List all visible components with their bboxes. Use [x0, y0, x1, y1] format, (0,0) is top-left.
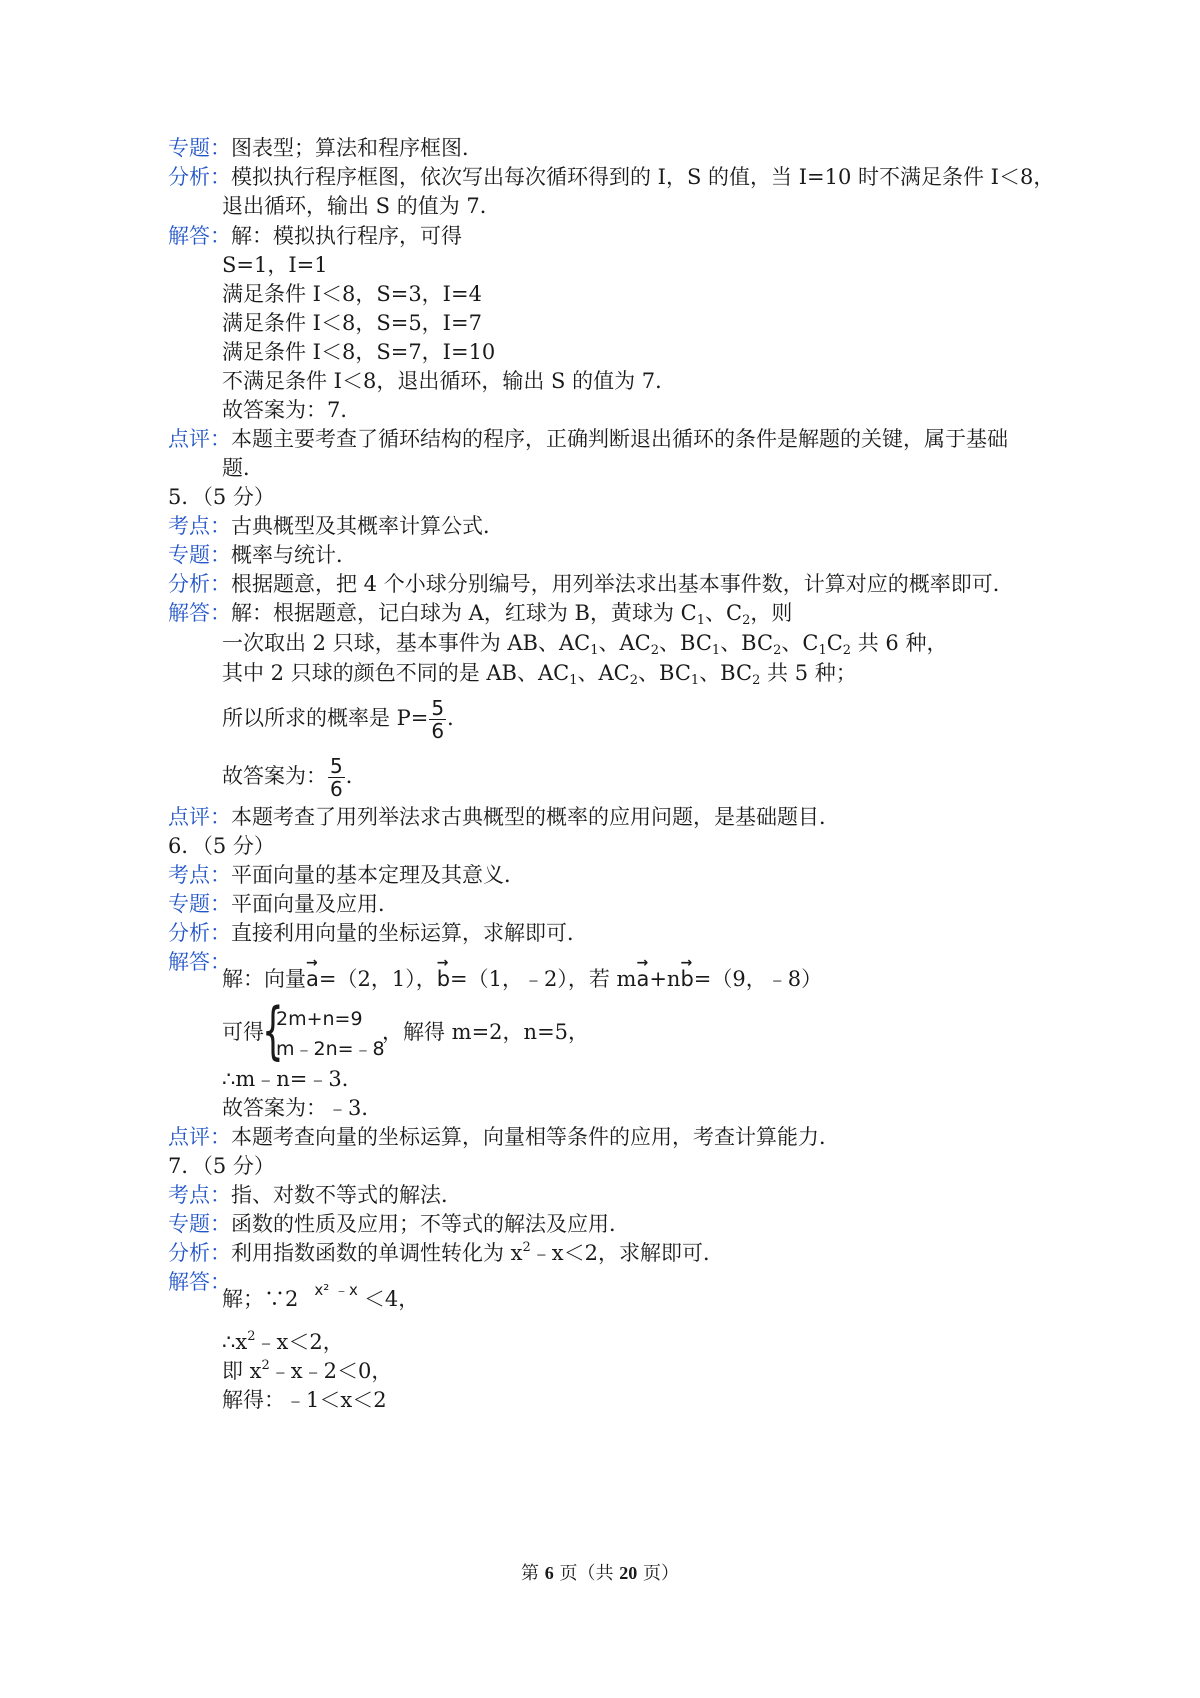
label-zhuanti: 专题： [168, 1212, 231, 1236]
superscript: 2 [261, 1358, 270, 1373]
p6-dianping-text: 本题考查向量的坐标运算，向量相等条件的应用，考查计算能力． [231, 1125, 840, 1149]
p7-fenxi-line [168, 1238, 724, 1268]
p4-answer-line: 故答案为：7． [222, 398, 362, 422]
p5-events-line [222, 628, 947, 658]
label-jieda: 解答： [168, 224, 231, 248]
p7-kaodian-line [168, 1180, 462, 1210]
superscript: 2 [247, 1329, 256, 1344]
p6-system-eq1: 2m+n=9 [276, 1008, 363, 1030]
p6-system-result: ，解得 m=2，n=5， [382, 1020, 590, 1044]
subscript: 2 [773, 643, 782, 658]
p6-kaodian-line [168, 860, 525, 890]
subscript: 1 [711, 643, 721, 658]
p5-jieda-text: ，则 [750, 601, 793, 625]
p5-jieda-text: 、C [704, 601, 743, 625]
footer-text: 页（共 [553, 1563, 620, 1584]
page-footer [0, 1559, 1200, 1585]
subscript: 1 [690, 673, 700, 688]
label-jieda: 解答： [168, 1270, 231, 1294]
subscript: 1 [696, 613, 705, 628]
label-fenxi: 分析： [168, 572, 231, 596]
page-total: 20 [619, 1563, 638, 1583]
p4-step-line: 满足条件 I＜8，S=3，I=4 [222, 282, 482, 306]
p4-step-line: S=1，I=1 [222, 253, 328, 277]
p5-prob-line [222, 697, 468, 742]
p7-kaodian-text: 指、对数不等式的解法． [231, 1183, 462, 1207]
label-fenxi: 分析： [168, 165, 231, 189]
subscript: 2 [842, 643, 852, 658]
p5-kaodian-line [168, 511, 504, 541]
p5-dianping-line [168, 802, 840, 832]
p5-answer-line [222, 755, 367, 800]
label-zhuanti: 专题： [168, 543, 231, 567]
p6-text: =（2，1）， [318, 967, 437, 991]
p4-step-line: 满足条件 I＜8，S=7，I=10 [222, 340, 496, 364]
label-zhuanti: 专题： [168, 136, 231, 160]
p5-text: C [826, 631, 843, 655]
label-zhuanti: 专题： [168, 892, 231, 916]
p7-zhuanti-text: 函数的性质及应用；不等式的解法及应用． [231, 1212, 630, 1236]
p4-dianping-line-2: 题． [222, 456, 264, 480]
p4-fenxi-line-2: 退出循环，输出 S 的值为 7． [222, 194, 501, 218]
p6-conclusion-line: ∴m﹣n=﹣3． [222, 1067, 363, 1091]
label-kaodian: 考点： [168, 1183, 231, 1207]
p6-system-eq2: m﹣2n=﹣8 [276, 1038, 385, 1060]
fraction-numerator: 5 [431, 696, 445, 720]
p5-text: 、AC [577, 661, 630, 685]
p7-text: 解；∵2 [222, 1287, 299, 1311]
subscript: 1 [818, 643, 827, 658]
page-number: 6 [544, 1563, 554, 1583]
p7-text: ∴x [222, 1330, 248, 1354]
p4-jieda-text: 解：模拟执行程序，可得 [231, 224, 462, 248]
p5-text: 一次取出 2 只球，基本事件为 AB、AC [222, 631, 591, 655]
p6-heading: 6．（5 分） [168, 834, 275, 858]
p5-fenxi-text: 根据题意，把 4 个小球分别编号，用列举法求出基本事件数，计算对应的概率即可． [231, 572, 1014, 596]
p6-text: 解：向量 [222, 967, 306, 991]
p5-text: 、BC [720, 631, 774, 655]
p6-system-prefix: 可得 [222, 1020, 264, 1044]
p5-text: 共 6 种， [851, 631, 948, 655]
p5-text: 共 5 种； [760, 661, 857, 685]
fraction [429, 697, 446, 742]
label-dianping: 点评： [168, 805, 231, 829]
label-fenxi: 分析： [168, 921, 231, 945]
label-kaodian: 考点： [168, 514, 231, 538]
subscript: 1 [569, 673, 578, 688]
p5-jieda-text: 解：根据题意，记白球为 A，红球为 B，黄球为 C [231, 601, 697, 625]
p6-text: =（9，﹣8） [693, 967, 823, 991]
superscript: 2 [522, 1240, 531, 1255]
vector-a: → a [636, 964, 649, 994]
label-dianping: 点评： [168, 1125, 231, 1149]
exponent: x² ﹣x [314, 1281, 358, 1299]
p7-heading: 7．（5 分） [168, 1154, 275, 1178]
p5-text: ． [447, 706, 469, 730]
p4-zhuanti-text: 图表型；算法和程序框图． [231, 136, 483, 160]
p5-zhuanti-text: 概率与统计． [231, 543, 357, 567]
p5-text: 、BC [699, 661, 753, 685]
footer-text: 页） [637, 1563, 679, 1584]
p6-fenxi-line [168, 918, 588, 948]
p6-vector-line [222, 964, 822, 994]
subscript: 2 [752, 673, 761, 688]
p4-jieda-line [168, 221, 462, 251]
label-fenxi: 分析： [168, 1241, 231, 1265]
p7-step-line [222, 1327, 344, 1357]
p6-kaodian-text: 平面向量的基本定理及其意义． [231, 863, 525, 887]
vector-a: → a [306, 964, 319, 994]
brace-icon: { [262, 994, 284, 1067]
fraction-denominator: 6 [431, 719, 445, 743]
p5-text: 所以所求的概率是 P= [222, 706, 429, 730]
p4-step-line: 满足条件 I＜8，S=5，I=7 [222, 311, 482, 335]
subscript: 2 [650, 643, 660, 658]
p7-result-line: 解得：﹣1＜x＜2 [222, 1388, 387, 1412]
p7-ineq-line [222, 1281, 420, 1316]
p5-text: 、C [781, 631, 819, 655]
vector-b: → b [680, 964, 693, 994]
p7-fenxi-text: 利用指数函数的单调性转化为 x [231, 1241, 523, 1265]
p6-text: =（1，﹣2），若 m [450, 967, 637, 991]
p7-text: 即 x [222, 1359, 262, 1383]
p4-fenxi-line [168, 162, 1054, 192]
p4-zhuanti-line [168, 133, 483, 163]
p7-fenxi-text: ﹣x＜2，求解即可． [530, 1241, 725, 1265]
p5-text: 、BC [659, 631, 712, 655]
p5-diff-line [222, 658, 857, 688]
p7-text: ﹣x＜2， [255, 1330, 344, 1354]
p5-zhuanti-line [168, 540, 357, 570]
vector-b: → b [437, 964, 450, 994]
p4-dianping-text-1: 本题主要考查了循环结构的程序，正确判断退出循环的条件是解题的关键，属于基础 [231, 427, 1008, 451]
subscript: 1 [590, 643, 599, 658]
fraction-numerator: 5 [330, 754, 343, 778]
p6-text: +n [649, 967, 681, 991]
p5-text: 故答案为： [222, 764, 327, 788]
p5-heading: 5．（5 分） [168, 485, 275, 509]
p6-zhuanti-text: 平面向量及应用． [231, 892, 399, 916]
p4-step-line: 不满足条件 I＜8，退出循环，输出 S 的值为 7． [222, 369, 677, 393]
label-jieda: 解答： [168, 601, 231, 625]
p6-answer-line: 故答案为：﹣3． [222, 1096, 383, 1120]
p5-fenxi-line [168, 569, 1014, 599]
label-jieda: 解答： [168, 950, 231, 974]
p7-zhuanti-line [168, 1209, 630, 1239]
p6-zhuanti-line [168, 889, 399, 919]
p5-text: ． [345, 764, 367, 788]
p4-fenxi-text-1: 模拟执行程序框图，依次写出每次循环得到的 I，S 的值，当 I=10 时不满足条件 I＜8， [231, 165, 1055, 189]
p5-kaodian-text: 古典概型及其概率计算公式． [231, 514, 504, 538]
p6-dianping-line [168, 1122, 840, 1152]
subscript: 2 [742, 613, 751, 628]
p5-text: 其中 2 只球的颜色不同的是 AB、AC [222, 661, 570, 685]
label-dianping: 点评： [168, 427, 231, 451]
p5-text: 、AC [598, 631, 651, 655]
p7-text: ﹣x﹣2＜0， [269, 1359, 393, 1383]
p7-step-line [222, 1356, 392, 1386]
p6-fenxi-text: 直接利用向量的坐标运算，求解即可． [231, 921, 588, 945]
p5-dianping-text: 本题考查了用列举法求古典概型的概率的应用问题，是基础题目． [231, 805, 840, 829]
label-kaodian: 考点： [168, 863, 231, 887]
p7-text: ＜4， [363, 1287, 420, 1311]
p5-text: 、BC [638, 661, 691, 685]
subscript: 2 [629, 673, 639, 688]
footer-text: 第 [521, 1563, 545, 1584]
fraction [328, 755, 345, 800]
p4-dianping-line [168, 424, 1008, 454]
fraction-denominator: 6 [330, 777, 343, 801]
p5-jieda-line [168, 598, 792, 628]
